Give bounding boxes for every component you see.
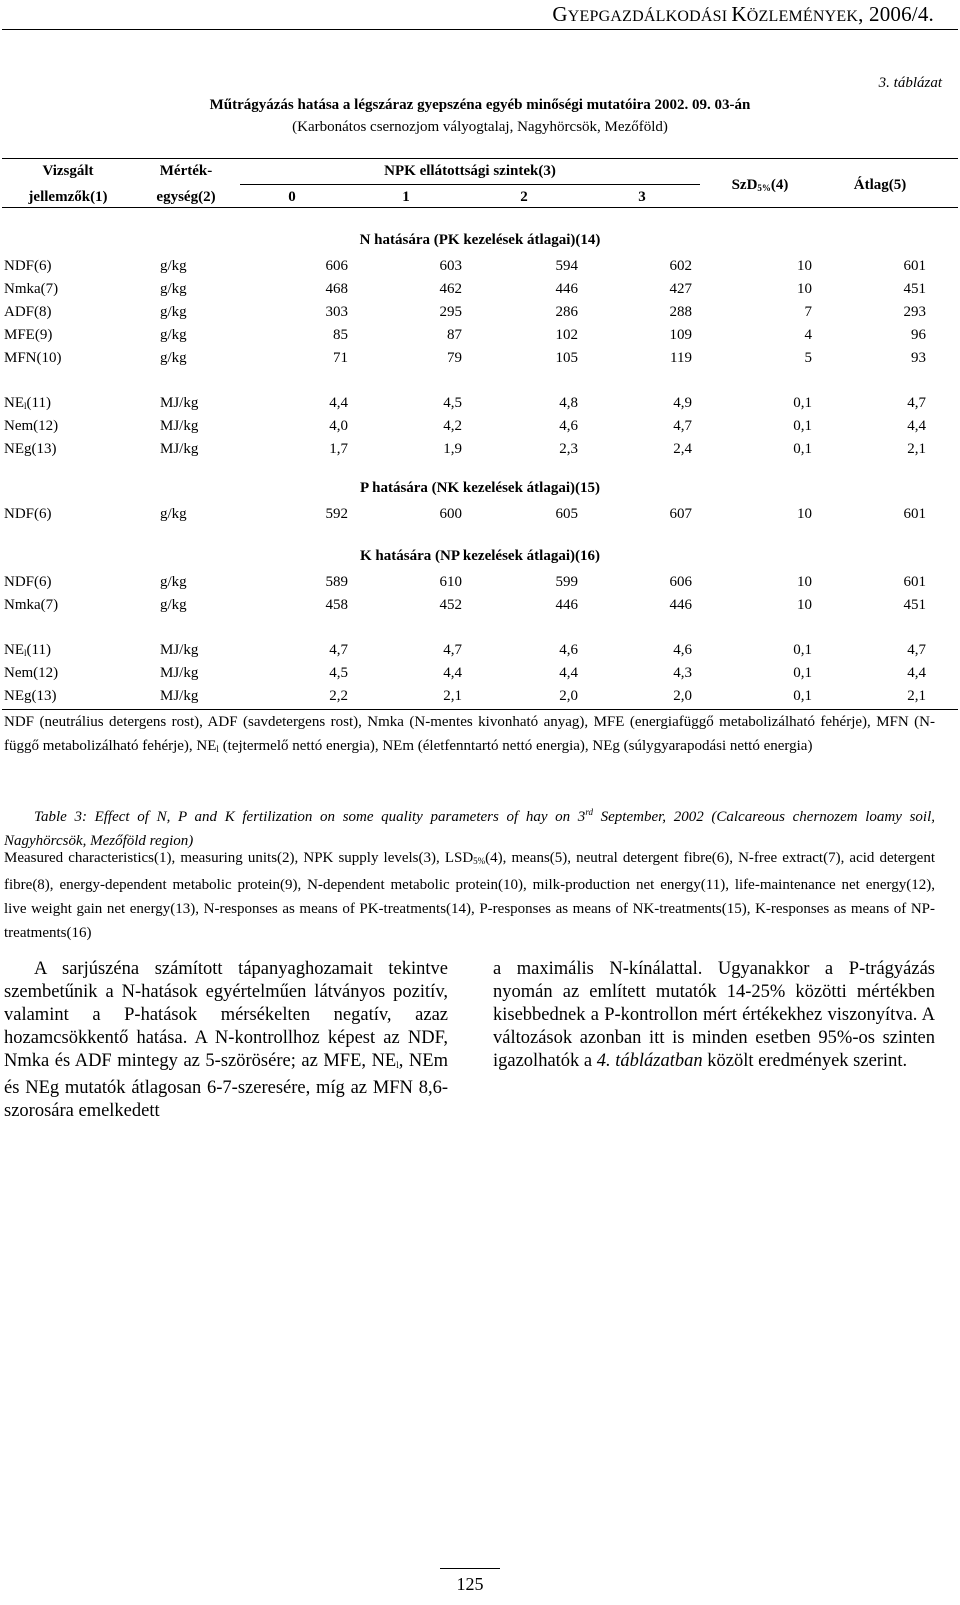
row-value-level-1: 4,2 [443, 418, 462, 434]
row-value-level-2: 446 [555, 597, 578, 613]
row-value-level-2: 605 [555, 506, 578, 522]
col-param-l1: Vizsgált [42, 163, 94, 179]
row-value-level-2: 4,6 [559, 418, 578, 434]
row-value-level-1: 603 [439, 258, 462, 274]
row-value-level-0: 468 [325, 281, 348, 297]
row-mean: 293 [903, 304, 926, 320]
row-unit: g/kg [160, 597, 187, 613]
english-caption: Table 3: Effect of N, P and K fertilization on some quality parameters of hay on 3rd September, 2002 (Calcareous chernozem loamy soil, Nagyhörcsök, Mezőföld region) [4, 807, 936, 849]
section-title: N hatására (PK kezelések átlagai)(14) [359, 232, 601, 248]
col-level-0: 0 [288, 189, 296, 205]
row-parameter: NDF(6) [4, 506, 52, 522]
row-szd: 4 [804, 327, 812, 343]
row-value-level-3: 119 [670, 350, 692, 366]
row-szd: 0,1 [793, 665, 812, 681]
row-mean: 4,4 [907, 418, 926, 434]
header-rule [2, 29, 958, 30]
row-value-level-0: 589 [325, 574, 348, 590]
row-value-level-1: 1,9 [443, 441, 462, 457]
col-szd: SzD$_{5\%}$(4) [731, 177, 789, 193]
row-value-level-0: 71 [333, 350, 348, 366]
row-mean: 4,4 [907, 665, 926, 681]
row-parameter: ADF(8) [4, 304, 52, 320]
row-value-level-3: 2,4 [673, 441, 692, 457]
row-value-level-0: 1,7 [329, 441, 348, 457]
row-value-level-1: 2,1 [443, 688, 462, 704]
col-unit-l2: egység(2) [156, 189, 216, 205]
row-value-level-3: 109 [669, 327, 692, 343]
journal-header: GYEPGAZDÁLKODÁSI KÖZLEMÉNYEK, 2006/4. [552, 2, 934, 26]
row-unit: MJ/kg [160, 688, 199, 704]
row-value-level-0: 4,5 [329, 665, 348, 681]
row-unit: g/kg [160, 281, 187, 297]
row-mean: 4,7 [907, 642, 926, 658]
row-szd: 10 [797, 574, 812, 590]
row-value-level-3: 607 [669, 506, 692, 522]
row-mean: 601 [903, 574, 926, 590]
row-parameter: NEg(13) [4, 441, 57, 457]
row-mean: 451 [903, 281, 926, 297]
col-param-l2: jellemzők(1) [28, 189, 108, 205]
page-number: 125 [456, 1574, 484, 1594]
row-unit: MJ/kg [160, 642, 199, 658]
row-szd: 10 [797, 597, 812, 613]
header-bottom-rule [2, 207, 958, 208]
row-parameter: NDF(6) [4, 574, 52, 590]
row-unit: g/kg [160, 350, 187, 366]
row-value-level-1: 295 [439, 304, 462, 320]
row-value-level-3: 446 [669, 597, 692, 613]
table-top-rule [2, 158, 958, 159]
row-parameter: NEg(13) [4, 688, 57, 704]
row-szd: 0,1 [793, 642, 812, 658]
footnote-hu: NDF (neutrálius detergens rost), ADF (savdetergens rost), Nmka (N-mentes kivonható anyag), MFE (energiafüggő metabolizálható fehérje), MFN (N-függő metabolizálható fehérje), $NE_l$ (tejtermelő nettó energia), NEm (életfenntartó nettó energia), NEg (súlygyarapodási nettó energia) [4, 714, 935, 754]
row-value-level-2: 102 [555, 327, 578, 343]
row-value-level-0: 606 [325, 258, 348, 274]
row-value-level-1: 4,5 [443, 395, 462, 411]
row-value-level-3: 288 [669, 304, 692, 320]
row-value-level-2: 599 [555, 574, 578, 590]
row-parameter: Nmka(7) [4, 597, 59, 613]
row-unit: MJ/kg [160, 395, 199, 411]
row-value-level-3: 4,6 [673, 642, 692, 658]
row-parameter: Nem(12) [4, 665, 59, 681]
row-value-level-1: 462 [439, 281, 462, 297]
row-value-level-3: 4,9 [673, 395, 692, 411]
row-value-level-1: 4,4 [443, 665, 462, 681]
col-level-2: 2 [520, 189, 528, 205]
row-mean: 601 [903, 258, 926, 274]
table-subtitle: (Karbonátos csernozjom vályogtalaj, Nagyhörcsök, Mezőföld) [292, 119, 668, 135]
row-value-level-0: 458 [325, 597, 348, 613]
row-parameter: MFE(9) [4, 327, 53, 343]
row-unit: g/kg [160, 258, 187, 274]
row-parameter: MFN(10) [4, 350, 62, 366]
page-number-rule [440, 1568, 500, 1569]
row-unit: MJ/kg [160, 665, 199, 681]
row-value-level-0: 4,0 [329, 418, 348, 434]
col-level-1: 1 [402, 189, 410, 205]
row-szd: 5 [804, 350, 812, 366]
row-value-level-1: 610 [439, 574, 462, 590]
row-value-level-0: 4,4 [329, 395, 348, 411]
row-szd: 7 [804, 304, 812, 320]
row-mean: 2,1 [907, 441, 926, 457]
row-value-level-2: 4,4 [559, 665, 578, 681]
row-value-level-3: 2,0 [673, 688, 692, 704]
row-value-level-2: 286 [555, 304, 578, 320]
row-value-level-1: 87 [447, 327, 462, 343]
section-title: P hatására (NK kezelések átlagai)(15) [360, 480, 600, 496]
section-title: K hatására (NP kezelések átlagai)(16) [360, 548, 600, 564]
row-szd: 0,1 [793, 395, 812, 411]
row-value-level-0: 85 [333, 327, 348, 343]
body-right-column: a maximális N-kínálattal. Ugyanakkor a P-trágyázás nyomán az említett mutatók 14-25% közötti mértékben kisebbednek a P-kontrollon mért értékekhez viszonyítva. A változások azonban itt is minden esetben 95%-os szinten igazolhatók a 4. táblázatban közölt eredmények szerint. [493, 959, 935, 1071]
col-unit-l1: Mérték- [159, 163, 213, 179]
row-value-level-0: 592 [325, 506, 348, 522]
row-value-level-3: 602 [669, 258, 692, 274]
row-unit: g/kg [160, 327, 187, 343]
table-title: Műtrágyázás hatása a légszáraz gyepszéna egyéb minőségi mutatóira 2002. 09. 03-án [209, 97, 751, 113]
body-left-column: A sarjúszéna számított tápanyaghozamait tekintve szembetűnik a N-hatások egyértelműen látványos pozitív, valamint a P-hatások mérsékelten negatív, azaz hozamcsökkentő hatása. A N-kontrollhoz képest az NDF, Nmka és ADF mintegy az 5-szörösére; az MFE, $NE_l$, NEm és NEg mutatók átlagosan 6-7-szeresére, míg az MFN 8,6-szorosára emelkedett [4, 959, 448, 1121]
row-value-level-1: 4,7 [443, 642, 462, 658]
row-unit: g/kg [160, 574, 187, 590]
row-value-level-2: 105 [555, 350, 578, 366]
row-value-level-2: 446 [555, 281, 578, 297]
row-mean: 96 [911, 327, 926, 343]
row-value-level-2: 2,0 [559, 688, 578, 704]
row-szd: 0,1 [793, 441, 812, 457]
row-value-level-3: 4,7 [673, 418, 692, 434]
row-value-level-2: 2,3 [559, 441, 578, 457]
row-szd: 10 [797, 506, 812, 522]
row-mean: 93 [911, 350, 926, 366]
row-value-level-1: 600 [439, 506, 462, 522]
npk-rule [240, 184, 700, 185]
row-mean: 2,1 [907, 688, 926, 704]
row-mean: 601 [903, 506, 926, 522]
row-parameter: $NE_l(11)$ [4, 642, 51, 658]
row-value-level-1: 452 [439, 597, 462, 613]
col-level-3: 3 [638, 189, 646, 205]
row-szd: 0,1 [793, 418, 812, 434]
row-value-level-0: 2,2 [329, 688, 348, 704]
row-value-level-2: 4,8 [559, 395, 578, 411]
row-mean: 451 [903, 597, 926, 613]
row-szd: 10 [797, 258, 812, 274]
row-mean: 4,7 [907, 395, 926, 411]
row-parameter: $NE_l(11)$ [4, 395, 51, 411]
row-value-level-2: 594 [555, 258, 578, 274]
row-unit: g/kg [160, 304, 187, 320]
row-value-level-0: 303 [325, 304, 348, 320]
row-parameter: Nmka(7) [4, 281, 59, 297]
row-value-level-3: 4,3 [673, 665, 692, 681]
col-mean: Átlag(5) [853, 177, 907, 193]
col-npk: NPK ellátottsági szintek(3) [384, 163, 556, 179]
row-value-level-3: 606 [669, 574, 692, 590]
table-number: 3. táblázat [878, 75, 942, 91]
row-value-level-2: 4,6 [559, 642, 578, 658]
row-value-level-0: 4,7 [329, 642, 348, 658]
row-value-level-1: 79 [447, 350, 462, 366]
row-unit: MJ/kg [160, 418, 199, 434]
row-szd: 0,1 [793, 688, 812, 704]
row-szd: 10 [797, 281, 812, 297]
row-unit: g/kg [160, 506, 187, 522]
row-unit: MJ/kg [160, 441, 199, 457]
row-parameter: Nem(12) [4, 418, 59, 434]
row-parameter: NDF(6) [4, 258, 52, 274]
english-legend: Measured characteristics(1), measuring units(2), NPK supply levels(3), $LSD_{5\%}(4)$, means(5), neutral detergent fibre(6), N-free extract(7), acid detergent fibre(8), energy-dependent metabolic protein(9), N-dependent metabolic protein(10), milk-production net energy(11), life-maintenance net energy(12), live weight gain net energy(13), N-responses as means of PK-treatments(14), P-responses as means of NK-treatments(15), K-responses as means of NP-treatments(16) [4, 850, 935, 941]
row-value-level-3: 427 [669, 281, 692, 297]
